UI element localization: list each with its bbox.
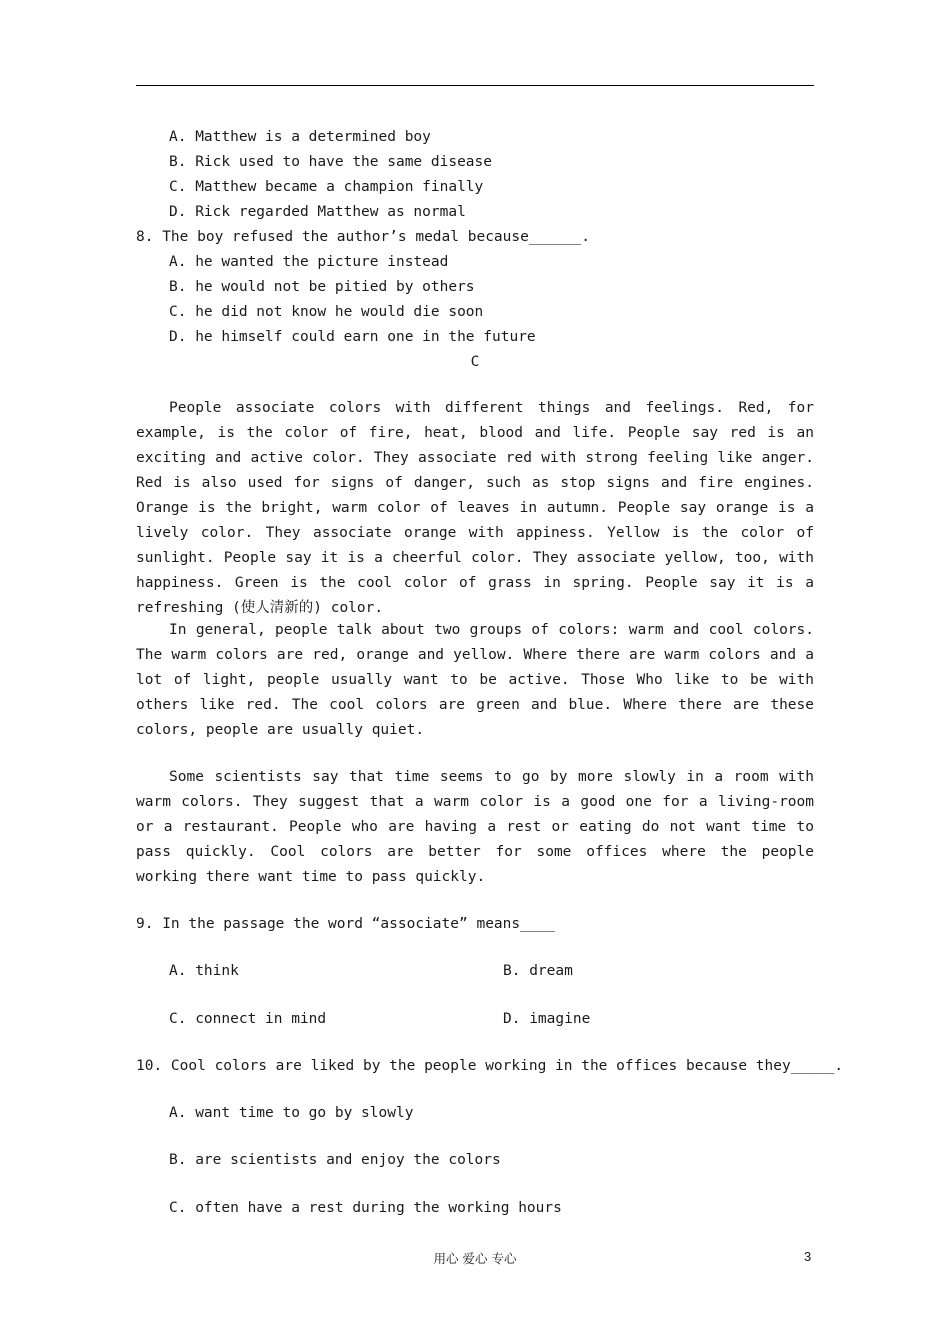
q10-option-a: A. want time to go by slowly	[169, 1105, 414, 1121]
passage-paragraph-2: In general, people talk about two groups of colors: warm and cool colors. The warm colors are red, orange and yellow. Where there are warm colors and a lot of light, people usually want to be active. Those Who like to be with others like red. The cool colors are green and blue. Where there are these colors, people are usually quiet.	[136, 622, 814, 738]
q8-option-a: A. he wanted the picture instead	[169, 254, 449, 270]
passage-paragraph-3: Some scientists say that time seems to go by more slowly in a room with warm colors. They suggest that a warm color is a good one for a living-room or a restaurant. People who are having a rest or eating do not want time to pass quickly. Cool colors are better for some offices where the people working there want time to pass quickly.	[136, 769, 814, 885]
q8-option-c: C. he did not know he would die soon	[169, 304, 484, 320]
q8-option-d: D. he himself could earn one in the future	[169, 329, 536, 345]
q9-question: 9. In the passage the word “associate” means____	[136, 916, 556, 932]
q9-option-c: C. connect in mind	[169, 1011, 327, 1027]
q9-option-a: A. think	[169, 963, 239, 979]
q10-question: 10. Cool colors are liked by the people working in the offices because they_____.	[136, 1058, 844, 1074]
q7-option-a: A. Matthew is a determined boy	[169, 129, 431, 145]
section-label: C	[470, 354, 480, 370]
q8-option-b: B. he would not be pitied by others	[169, 279, 475, 295]
q10-option-c: C. often have a rest during the working hours	[169, 1200, 562, 1216]
header-rule	[136, 85, 814, 86]
page-number: 3	[804, 1249, 812, 1264]
q9-option-d: D. imagine	[503, 1011, 591, 1027]
q7-option-b: B. Rick used to have the same disease	[169, 154, 493, 170]
q7-option-c: C. Matthew became a champion finally	[169, 179, 484, 195]
footer-text: 用心 爱心 专心	[433, 1251, 517, 1266]
q10-option-b: B. are scientists and enjoy the colors	[169, 1152, 501, 1168]
q7-option-d: D. Rick regarded Matthew as normal	[169, 204, 466, 220]
q8-question: 8. The boy refused the author’s medal because______.	[136, 229, 590, 245]
passage-paragraph-1: People associate colors with different things and feelings. Red, for example, is the color of fire, heat, blood and life. People say red is an exciting and active color. They associate red with strong feeling like anger. Red is also used for signs of danger, such as stop signs and fire engines. Orange is the bright, warm color of leaves in autumn. People say orange is a lively color. They associate orange with appiness. Yellow is the color of sunlight. People say it is a cheerful color. They associate yellow, too, with happiness. Green is the cool color of grass in spring. People say it is a refreshing (使人清新的) color.	[136, 400, 814, 616]
q9-option-b: B. dream	[503, 963, 573, 979]
